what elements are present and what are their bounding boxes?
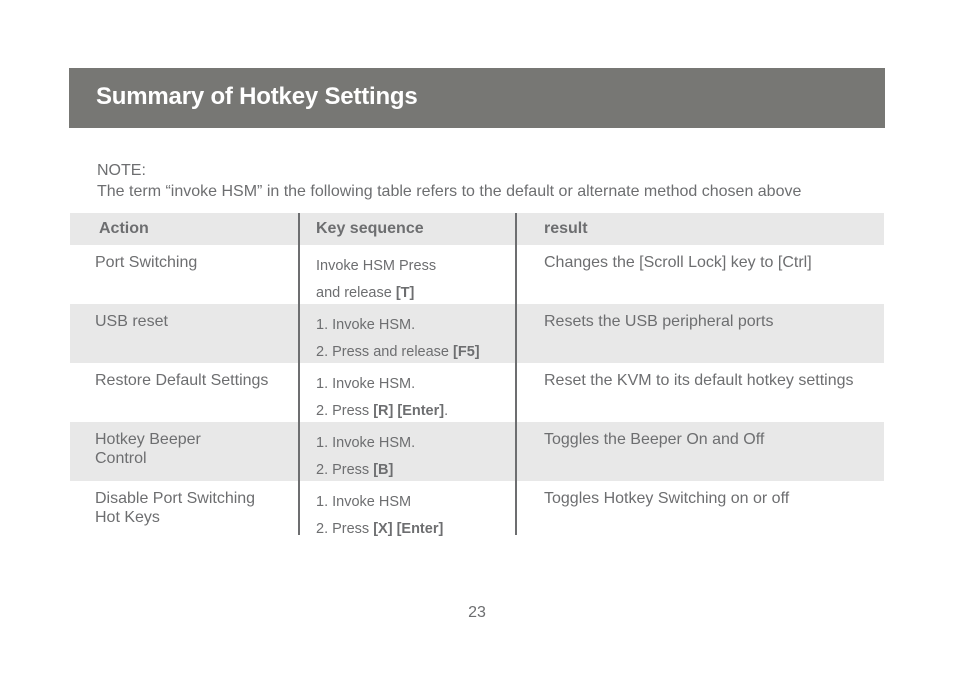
key-step-2: and release [T]	[316, 285, 415, 301]
note-label: NOTE:	[97, 162, 146, 179]
header-action: Action	[99, 220, 149, 237]
action-line-2: Hot Keys	[95, 509, 160, 526]
action-line: USB reset	[95, 313, 168, 330]
page-number: 23	[468, 604, 486, 621]
table-row	[70, 245, 884, 304]
note-text: The term “invoke HSM” in the following table refers to the default or alternate method chosen above	[97, 183, 802, 200]
row-action	[95, 312, 295, 331]
row-result: Resets the USB peripheral ports	[544, 313, 774, 330]
key-step-1: 1. Invoke HSM	[316, 494, 412, 510]
row-key-sequence	[316, 430, 516, 484]
table-row	[70, 363, 884, 422]
key-combo: [X] [Enter]	[373, 521, 444, 537]
row-result: Toggles the Beeper On and Off	[544, 431, 765, 448]
key-combo: [T]	[395, 285, 415, 301]
row-key-sequence	[316, 371, 516, 425]
table-row	[70, 422, 884, 481]
key-combo: [B]	[373, 462, 394, 478]
row-key-sequence	[316, 253, 516, 307]
key-step-2: 2. Press and release [F5]	[316, 344, 480, 360]
action-line: Disable Port Switching	[95, 490, 256, 507]
key-combo: [F5]	[453, 344, 480, 360]
row-action	[95, 430, 295, 468]
header-key-sequence: Key sequence	[316, 220, 424, 237]
key-combo: [R] [Enter]	[373, 403, 445, 419]
header-result: result	[544, 220, 588, 237]
key-step-2: 2. Press [R] [Enter].	[316, 403, 449, 419]
key-step-2: 2. Press [X] [Enter]	[316, 521, 444, 537]
table-row	[70, 304, 884, 363]
row-result: Toggles Hotkey Switching on or off	[544, 490, 790, 507]
key-step-1: Invoke HSM Press	[316, 258, 437, 274]
page-title: Summary of Hotkey Settings	[96, 83, 418, 110]
key-step-2: 2. Press [B]	[316, 462, 394, 478]
action-line: Hotkey Beeper	[95, 431, 201, 448]
key-step-1: 1. Invoke HSM.	[316, 317, 416, 333]
row-action	[95, 489, 295, 527]
row-result: Changes the [Scroll Lock] key to [Ctrl]	[544, 254, 812, 271]
key-step-1: 1. Invoke HSM.	[316, 435, 416, 451]
column-divider	[298, 213, 300, 535]
row-result: Reset the KVM to its default hotkey settings	[544, 372, 854, 389]
row-action	[95, 253, 295, 272]
row-action	[95, 371, 295, 390]
row-key-sequence	[316, 312, 516, 366]
row-key-sequence	[316, 489, 516, 543]
table-row	[70, 481, 884, 540]
action-line: Port Switching	[95, 254, 198, 271]
hotkey-table	[70, 213, 884, 540]
note	[97, 160, 801, 202]
table-header	[70, 213, 884, 245]
column-divider	[515, 213, 517, 535]
action-line-2: Control	[95, 450, 147, 467]
action-line: Restore Default Settings	[95, 372, 269, 389]
title-bar	[69, 68, 885, 128]
key-step-1: 1. Invoke HSM.	[316, 376, 416, 392]
